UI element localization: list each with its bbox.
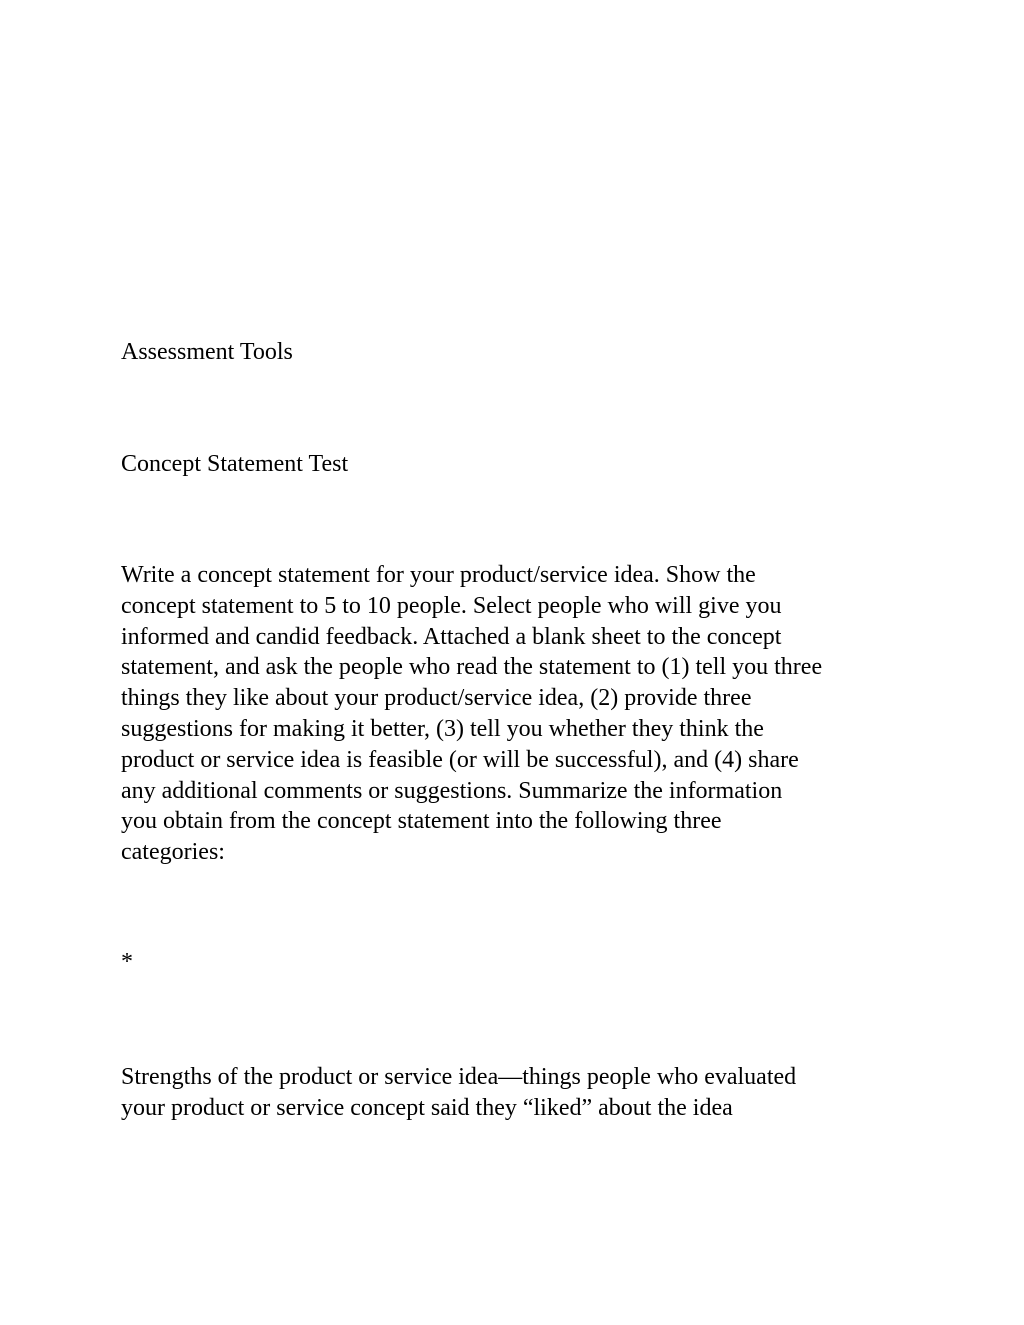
instructions-line: product or service idea is feasible (or will be successful), and (4) share xyxy=(121,746,799,773)
instructions-line: statement, and ask the people who read the statement to (1) tell you three xyxy=(121,654,823,681)
instructions-line: things they like about your product/service idea, (2) provide three xyxy=(121,685,752,712)
instructions-line: concept statement to 5 to 10 people. Select people who will give you xyxy=(121,592,782,619)
strengths-line: your product or service concept said they “liked” about the idea xyxy=(121,1094,733,1121)
strengths-paragraph xyxy=(121,1062,921,1124)
bullet-marker: * xyxy=(121,949,133,975)
instructions-line: you obtain from the concept statement into the following three xyxy=(121,808,722,835)
strengths-line: Strengths of the product or service idea—things people who evaluated xyxy=(121,1064,797,1090)
instructions-line: Write a concept statement for your product/service idea. Show the xyxy=(121,562,756,588)
document-title: Assessment Tools xyxy=(121,339,293,365)
instructions-line: categories: xyxy=(121,839,225,866)
instructions-paragraph xyxy=(121,560,911,868)
document-subtitle: Concept Statement Test xyxy=(121,451,349,477)
instructions-line: any additional comments or suggestions. Summarize the information xyxy=(121,777,783,804)
instructions-line: suggestions for making it better, (3) tell you whether they think the xyxy=(121,715,764,742)
instructions-line: informed and candid feedback. Attached a blank sheet to the concept xyxy=(121,623,782,650)
